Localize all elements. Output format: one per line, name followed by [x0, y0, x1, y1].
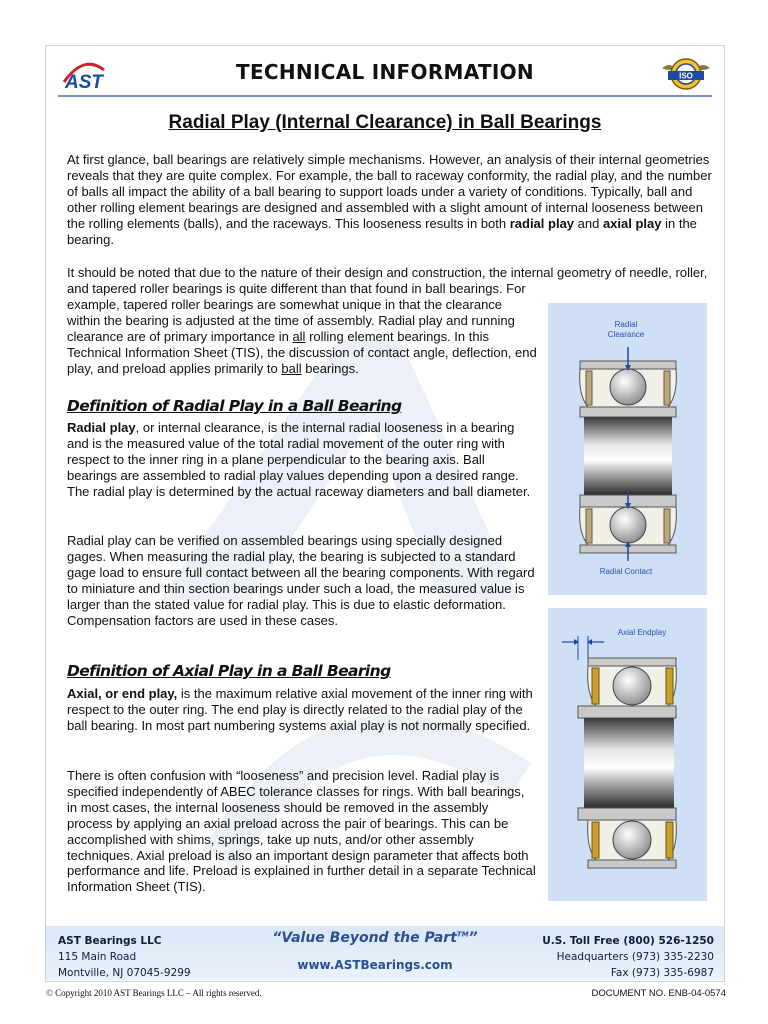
svg-text:ISO: ISO	[679, 71, 693, 81]
document-number: DOCUMENT NO. ENB-04-0574	[591, 988, 726, 999]
iso-badge-icon	[660, 54, 712, 94]
svg-text:AST: AST	[65, 72, 103, 92]
radial-play-paragraph-1: Radial play, or internal clearance, is the internal radial looseness in a bearing and is the measured value of the total radial movement of the outer ring with respect to the inner ring in a plane perpendicular to the bearing axis. Ball bearings are assembled to radial play values depending upon a desired range. The radial play is determined by the actual raceway diameters and ball diameter.	[67, 420, 531, 499]
address-line-1: 115 Main Road	[58, 951, 137, 963]
fax-number: Fax (973) 335-6987	[610, 967, 714, 979]
website-link[interactable]: www.ASTBearings.com	[297, 958, 453, 972]
radial-clearance-label: Radial Clearance	[607, 320, 645, 339]
address-line-2: Montville, NJ 07045-9299	[58, 967, 191, 979]
radial-play-paragraph-2: Radial play can be verified on assembled bearings using specially designed gages. When measuring the radial play, the bearing is subjected to a standard gage load to ensure full contact between all the bearing components. With regard to miniature and thin section bearings under such a load, the measured value is larger than the stated value for radial play. This is due to elastic deformation. Compensation factors are used in these cases.	[67, 533, 535, 628]
footer-address	[58, 933, 191, 981]
slogan: “Value Beyond the Part™”	[272, 930, 478, 946]
axial-play-figure	[548, 608, 707, 901]
footer-contacts	[542, 933, 714, 981]
header-rule	[58, 95, 712, 97]
document-title: Radial Play (Internal Clearance) in Ball Bearings	[168, 112, 602, 133]
toll-free-number: U.S. Toll Free (800) 526-1250	[542, 935, 714, 947]
radial-play-heading: Definition of Radial Play in a Ball Bearing	[67, 397, 402, 415]
header-title: TECHNICAL INFORMATION	[236, 60, 534, 84]
axial-play-paragraph-1: Axial, or end play, is the maximum relative axial movement of the inner ring with respect to the outer ring. The end play is directly related to the radial play of the ball bearing. In most part numbering systems axial play is not normally specified.	[67, 686, 533, 733]
radial-play-figure	[548, 303, 707, 595]
radial-bearing-diagram	[548, 303, 707, 595]
headquarters-number: Headquarters (973) 335-2230	[556, 951, 714, 963]
axial-endplay-label: Axial Endplay	[617, 628, 667, 637]
intro-paragraph-2-cont: example, tapered roller bearings are somewhat unique in that the clearance within the bearing is adjusted at the time of assembly. Radial play and running clearance are of primary importance in all rolling element bearings. In this Technical Information Sheet (TIS), the discussion of contact angle, deflection, end play, and preload applies primarily to ball bearings.	[67, 297, 537, 376]
axial-play-paragraph-2: There is often confusion with “looseness” and precision level. Radial play is specified independently of ABEC tolerance classes for rings. With ball bearings, in most cases, the internal looseness should be removed in the assembly process by applying an axial preload across the pair of bearings. This can be accomplished with shims, springs, take up nuts, and/or other assembly techniques. Axial preload is also an important design parameter that affects both performance and life. Preload is explained in further detail in a separate Technical Information Sheet (TIS).	[67, 768, 536, 895]
intro-paragraph-1: At first glance, ball bearings are relatively simple mechanisms. However, an analysis of their internal geometries reveals that they are quite complex. For example, the ball to raceway conformity, the radial play, and the number of balls all impact the ability of a ball bearing to support loads under a variety of conditions. Typically, ball and other rolling element bearings are designed and assembled with a slight amount of internal looseness between the rolling elements (balls), and the raceways. This looseness results in both radial play and axial play in the bearing.	[67, 152, 712, 247]
footer-slogan-block	[240, 930, 510, 972]
copyright-notice: © Copyright 2010 AST Bearings LLC – All rights reserved.	[46, 988, 262, 998]
axial-play-heading: Definition of Axial Play in a Ball Bearing	[67, 662, 391, 680]
header	[46, 48, 724, 100]
radial-contact-label: Radial Contact	[599, 567, 653, 576]
intro-paragraph-2-start: It should be noted that due to the nature of their design and construction, the internal geometry of needle, roller, and tapered roller bearings is quite different than that found in ball bearings. For	[67, 265, 708, 296]
company-name: AST Bearings LLC	[58, 935, 162, 947]
axial-bearing-diagram	[548, 608, 707, 901]
